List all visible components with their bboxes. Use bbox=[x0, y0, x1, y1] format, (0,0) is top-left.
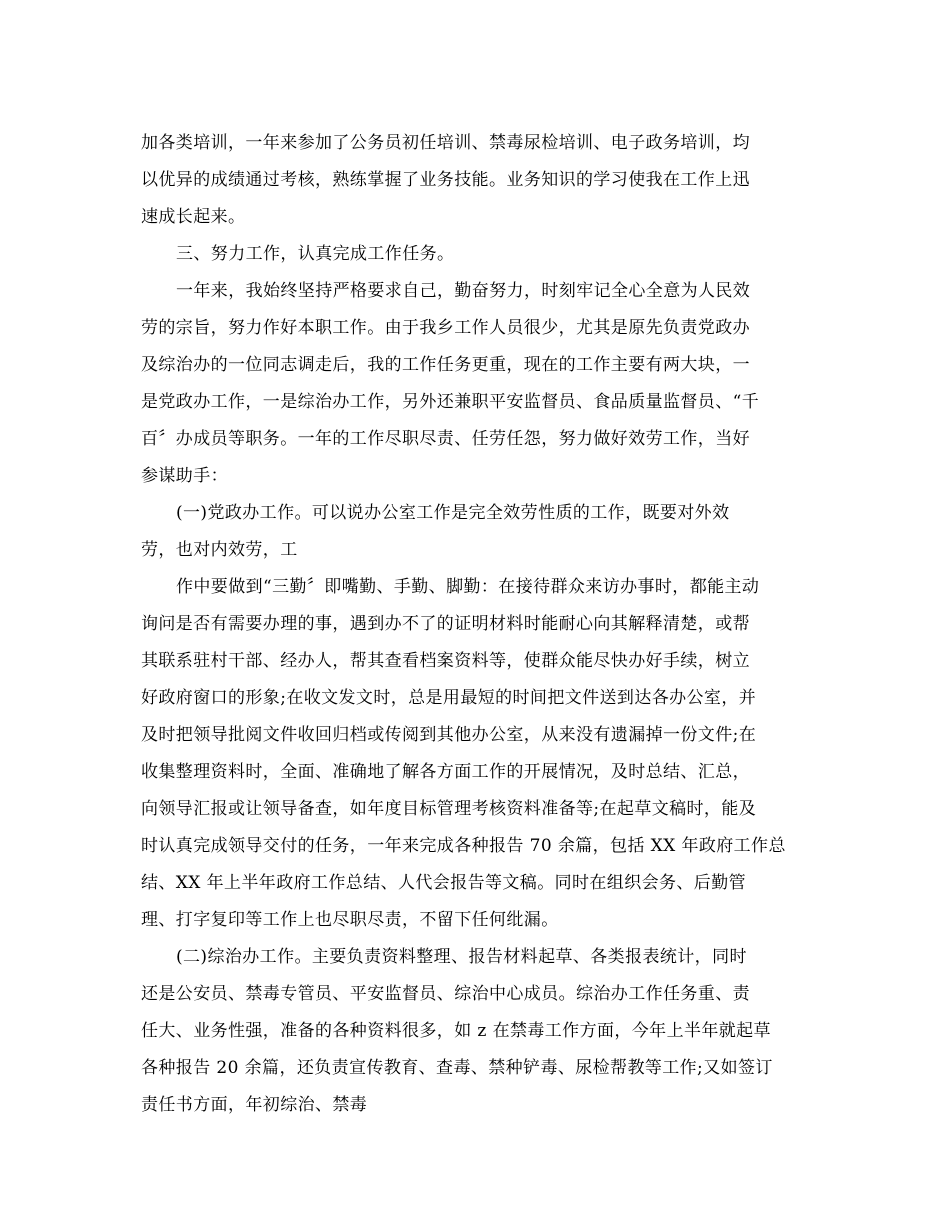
text-line: 还是公安员、禁毒专管员、平安监督员、综治中心成员。综治办工作任务重、责 bbox=[141, 984, 750, 1004]
text-line: 百〞办成员等职务。一年的工作尽职尽责、任劳任怨，努力做好效劳工作，当好 bbox=[141, 429, 750, 449]
text-line: 收集整理资料时，全面、准确地了解各方面工作的开展情况，及时总结、汇总， bbox=[141, 762, 750, 782]
text-line: 加各类培训，一年来参加了公务员初任培训、禁毒尿检培训、电子政务培训，均 bbox=[141, 133, 750, 153]
text-line: 及综治办的一位同志调走后，我的工作任务更重，现在的工作主要有两大块，一 bbox=[141, 355, 750, 375]
subsection-heading: (一)党政办工作。可以说办公室工作是完全效劳性质的工作，既要对外效 bbox=[176, 503, 730, 523]
text-line: 其联系驻村干部、经办人，帮其查看档案资料等，使群众能尽快办好手续，树立 bbox=[141, 651, 750, 671]
text-line: 劳的宗旨，努力作好本职工作。由于我乡工作人员很少，尤其是原先负责党政办 bbox=[141, 318, 750, 338]
text-line: 参谋助手： bbox=[141, 466, 228, 486]
text-line: 是党政办工作，一是综治办工作，另外还兼职平安监督员、食品质量监督员、“千 bbox=[141, 392, 760, 412]
text-line: 以优异的成绩通过考核，熟练掌握了业务技能。业务知识的学习使我在工作上迅 bbox=[141, 170, 750, 190]
text-line: 及时把领导批阅文件收回归档或传阅到其他办公室，从来没有遗漏掉一份文件;在 bbox=[141, 725, 757, 745]
text-line: 作中要做到“三勤〞即嘴勤、手勤、脚勤：在接待群众来访办事时，都能主动 bbox=[176, 577, 760, 597]
text-line: 时认真完成领导交付的任务，一年来完成各种报告 70 余篇，包括 XX 年政府工作总 bbox=[141, 836, 786, 856]
text-line: 责任书方面，年初综治、禁毒 bbox=[141, 1095, 368, 1115]
text-line: 任大、业务性强，准备的各种资料很多，如 z 在禁毒工作方面，今年上半年就起草 bbox=[141, 1021, 771, 1041]
text-line: 速成长起来。 bbox=[141, 207, 246, 227]
text-line: 询问是否有需要办理的事，遇到办不了的证明材料时能耐心向其解释清楚，或帮 bbox=[141, 614, 750, 634]
text-line: 结、XX 年上半年政府工作总结、人代会报告等文稿。同时在组织会务、后勤管 bbox=[141, 873, 747, 893]
subsection-heading: (二)综治办工作。主要负责资料整理、报告材料起草、各类报表统计，同时 bbox=[176, 947, 747, 967]
text-line: 劳，也对内效劳，工 bbox=[141, 540, 298, 560]
text-line: 一年来，我始终坚持严格要求自己，勤奋努力，时刻牢记全心全意为人民效 bbox=[176, 281, 751, 301]
section-heading: 三、努力工作，认真完成工作任务。 bbox=[176, 244, 455, 264]
text-line: 各种报告 20 余篇，还负责宣传教育、查毒、禁种铲毒、尿检帮教等工作;又如签订 bbox=[141, 1058, 773, 1078]
text-line: 理、打字复印等工作上也尽职尽责，不留下任何纰漏。 bbox=[141, 910, 559, 930]
text-line: 好政府窗口的形象;在收文发文时，总是用最短的时间把文件送到达各办公室，并 bbox=[141, 688, 757, 708]
text-line: 向领导汇报或让领导备查，如年度目标管理考核资料准备等;在起草文稿时，能及 bbox=[141, 799, 757, 819]
